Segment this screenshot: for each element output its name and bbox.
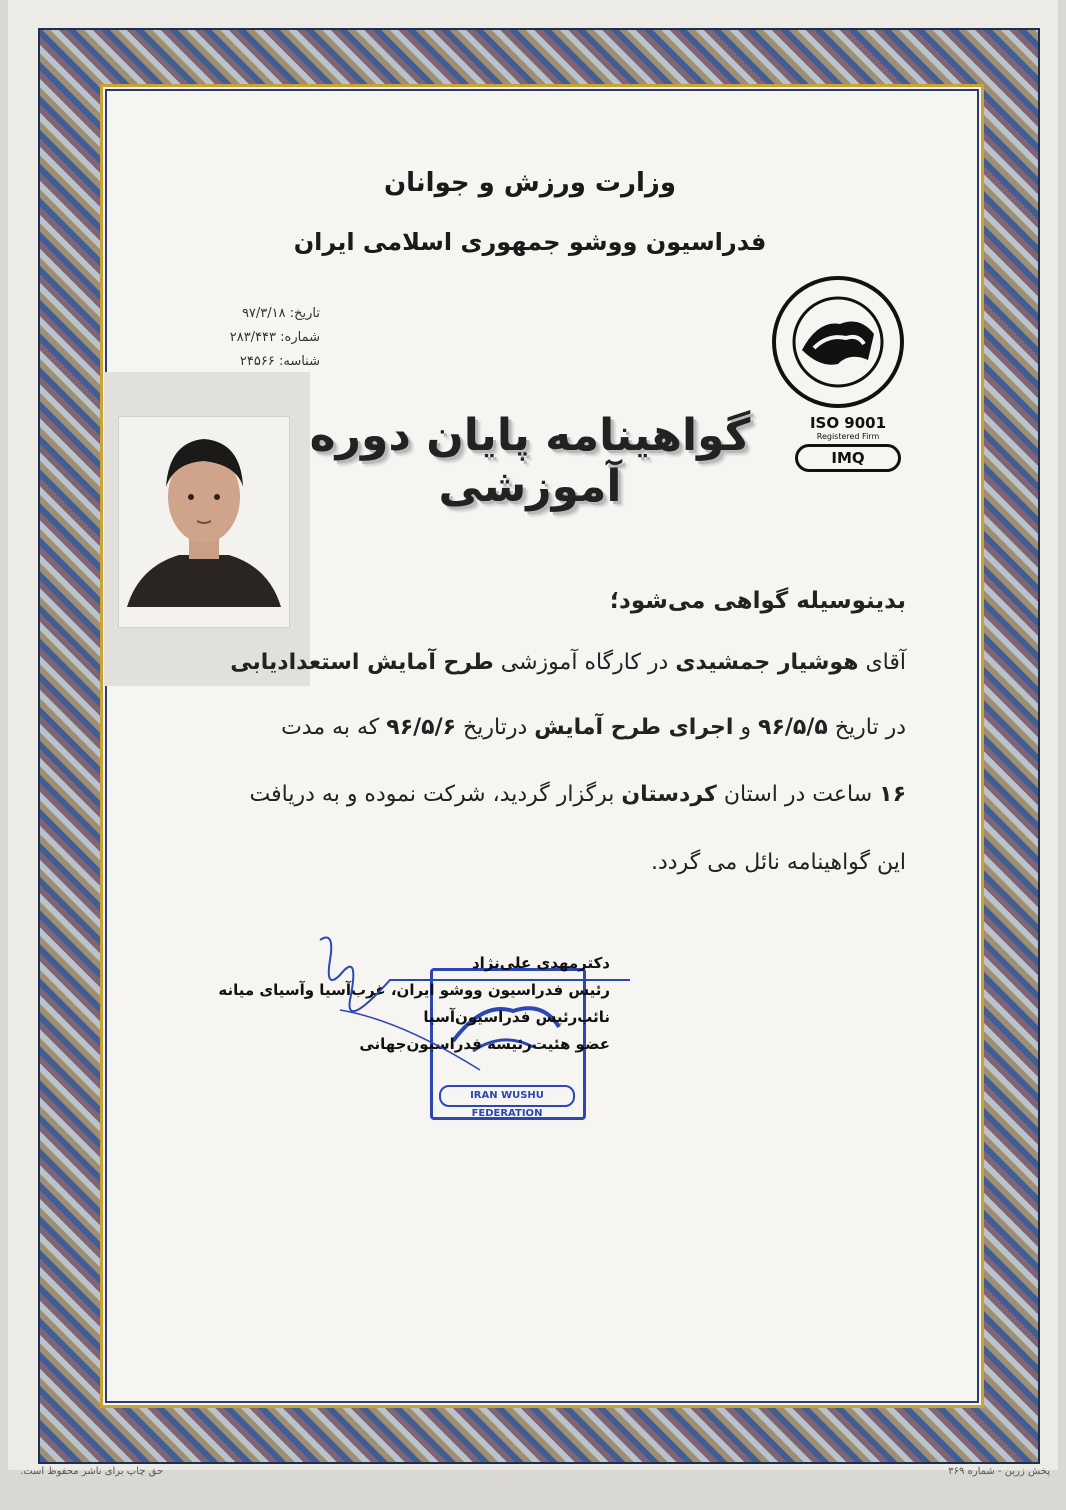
number-label: شماره: (280, 330, 320, 345)
province-name: کردستان (621, 782, 717, 807)
body-line-3 (146, 782, 906, 807)
line3-mid: ساعت در استان (716, 782, 880, 807)
course-name: طرح آمایش استعدادیابی (230, 650, 494, 675)
iso-title: ISO 9001 (809, 414, 887, 432)
federation-heading: فدراسیون ووشو جمهوری اسلامی ایران (293, 228, 767, 256)
intro-line: بدینوسیله گواهی می‌شود؛ (609, 588, 906, 614)
federation-logo (768, 272, 908, 412)
line3-suffix: برگزار گردید، شرکت نموده و به دریافت (249, 782, 622, 807)
number-row (180, 326, 320, 350)
line2-prefix: در تاریخ (827, 715, 906, 740)
signatory-role-2: نائب‌رئیس فدراسیون‌آسیا (423, 1008, 610, 1026)
line2-date-prefix: درتاریخ (456, 715, 535, 740)
signatory-name: دکترمهدی علی‌نژاد (471, 954, 610, 972)
execution-label: اجرای طرح آمایش (534, 715, 734, 740)
body-line-2 (146, 715, 906, 740)
certificate-meta (180, 302, 320, 374)
course-hours: ۱۶ (879, 782, 906, 807)
date-value: ۹۷/۳/۱۸ (241, 306, 286, 321)
id-value: ۲۴۵۶۶ (239, 354, 275, 369)
footer-publisher: پخش زرین - شماره ۳۶۹ (948, 1466, 1050, 1477)
recipient-name: هوشیار جمشیدی (675, 650, 859, 675)
footer-copyright: حق چاپ برای ناشر محفوظ است. (20, 1466, 164, 1477)
line2-and: و (733, 715, 759, 740)
course-date-2: ۹۶/۵/۶ (386, 715, 457, 740)
number-value: ۲۸۳/۴۴۳ (229, 330, 277, 345)
stamp-text: IRAN WUSHU FEDERATION (439, 1085, 575, 1107)
certificate-title: گواهینامه پایان دوره آموزشی (309, 410, 751, 512)
signatory-role-3: عضو هئیت‌رئیسه فدراسیون‌جهانی (359, 1035, 610, 1053)
course-date-1: ۹۶/۵/۵ (758, 715, 828, 740)
line1-prefix: آقای (858, 650, 906, 675)
signature-icon (280, 920, 640, 1080)
body-line-1 (146, 650, 906, 675)
wushu-federation-logo-icon (768, 272, 908, 412)
ministry-heading: وزارت ورزش و جوانان (383, 168, 677, 198)
signatory-role-1: رئیس فدراسیون ووشو ایران، غرب‌آسیا وآسیای میانه (218, 981, 610, 999)
body-line-4: این گواهینامه نائل می گردد. (651, 850, 906, 875)
date-label: تاریخ: (289, 306, 320, 321)
id-label: شناسه: (278, 354, 320, 369)
line1-mid: در کارگاه آموزشی (493, 650, 676, 675)
id-row (180, 350, 320, 374)
line2-suffix: که به مدت (281, 715, 387, 740)
imq-mark: IMQ (795, 444, 901, 472)
date-row (180, 302, 320, 326)
iso-registered: Registered Firm (816, 432, 880, 441)
iso-badge (788, 414, 908, 472)
